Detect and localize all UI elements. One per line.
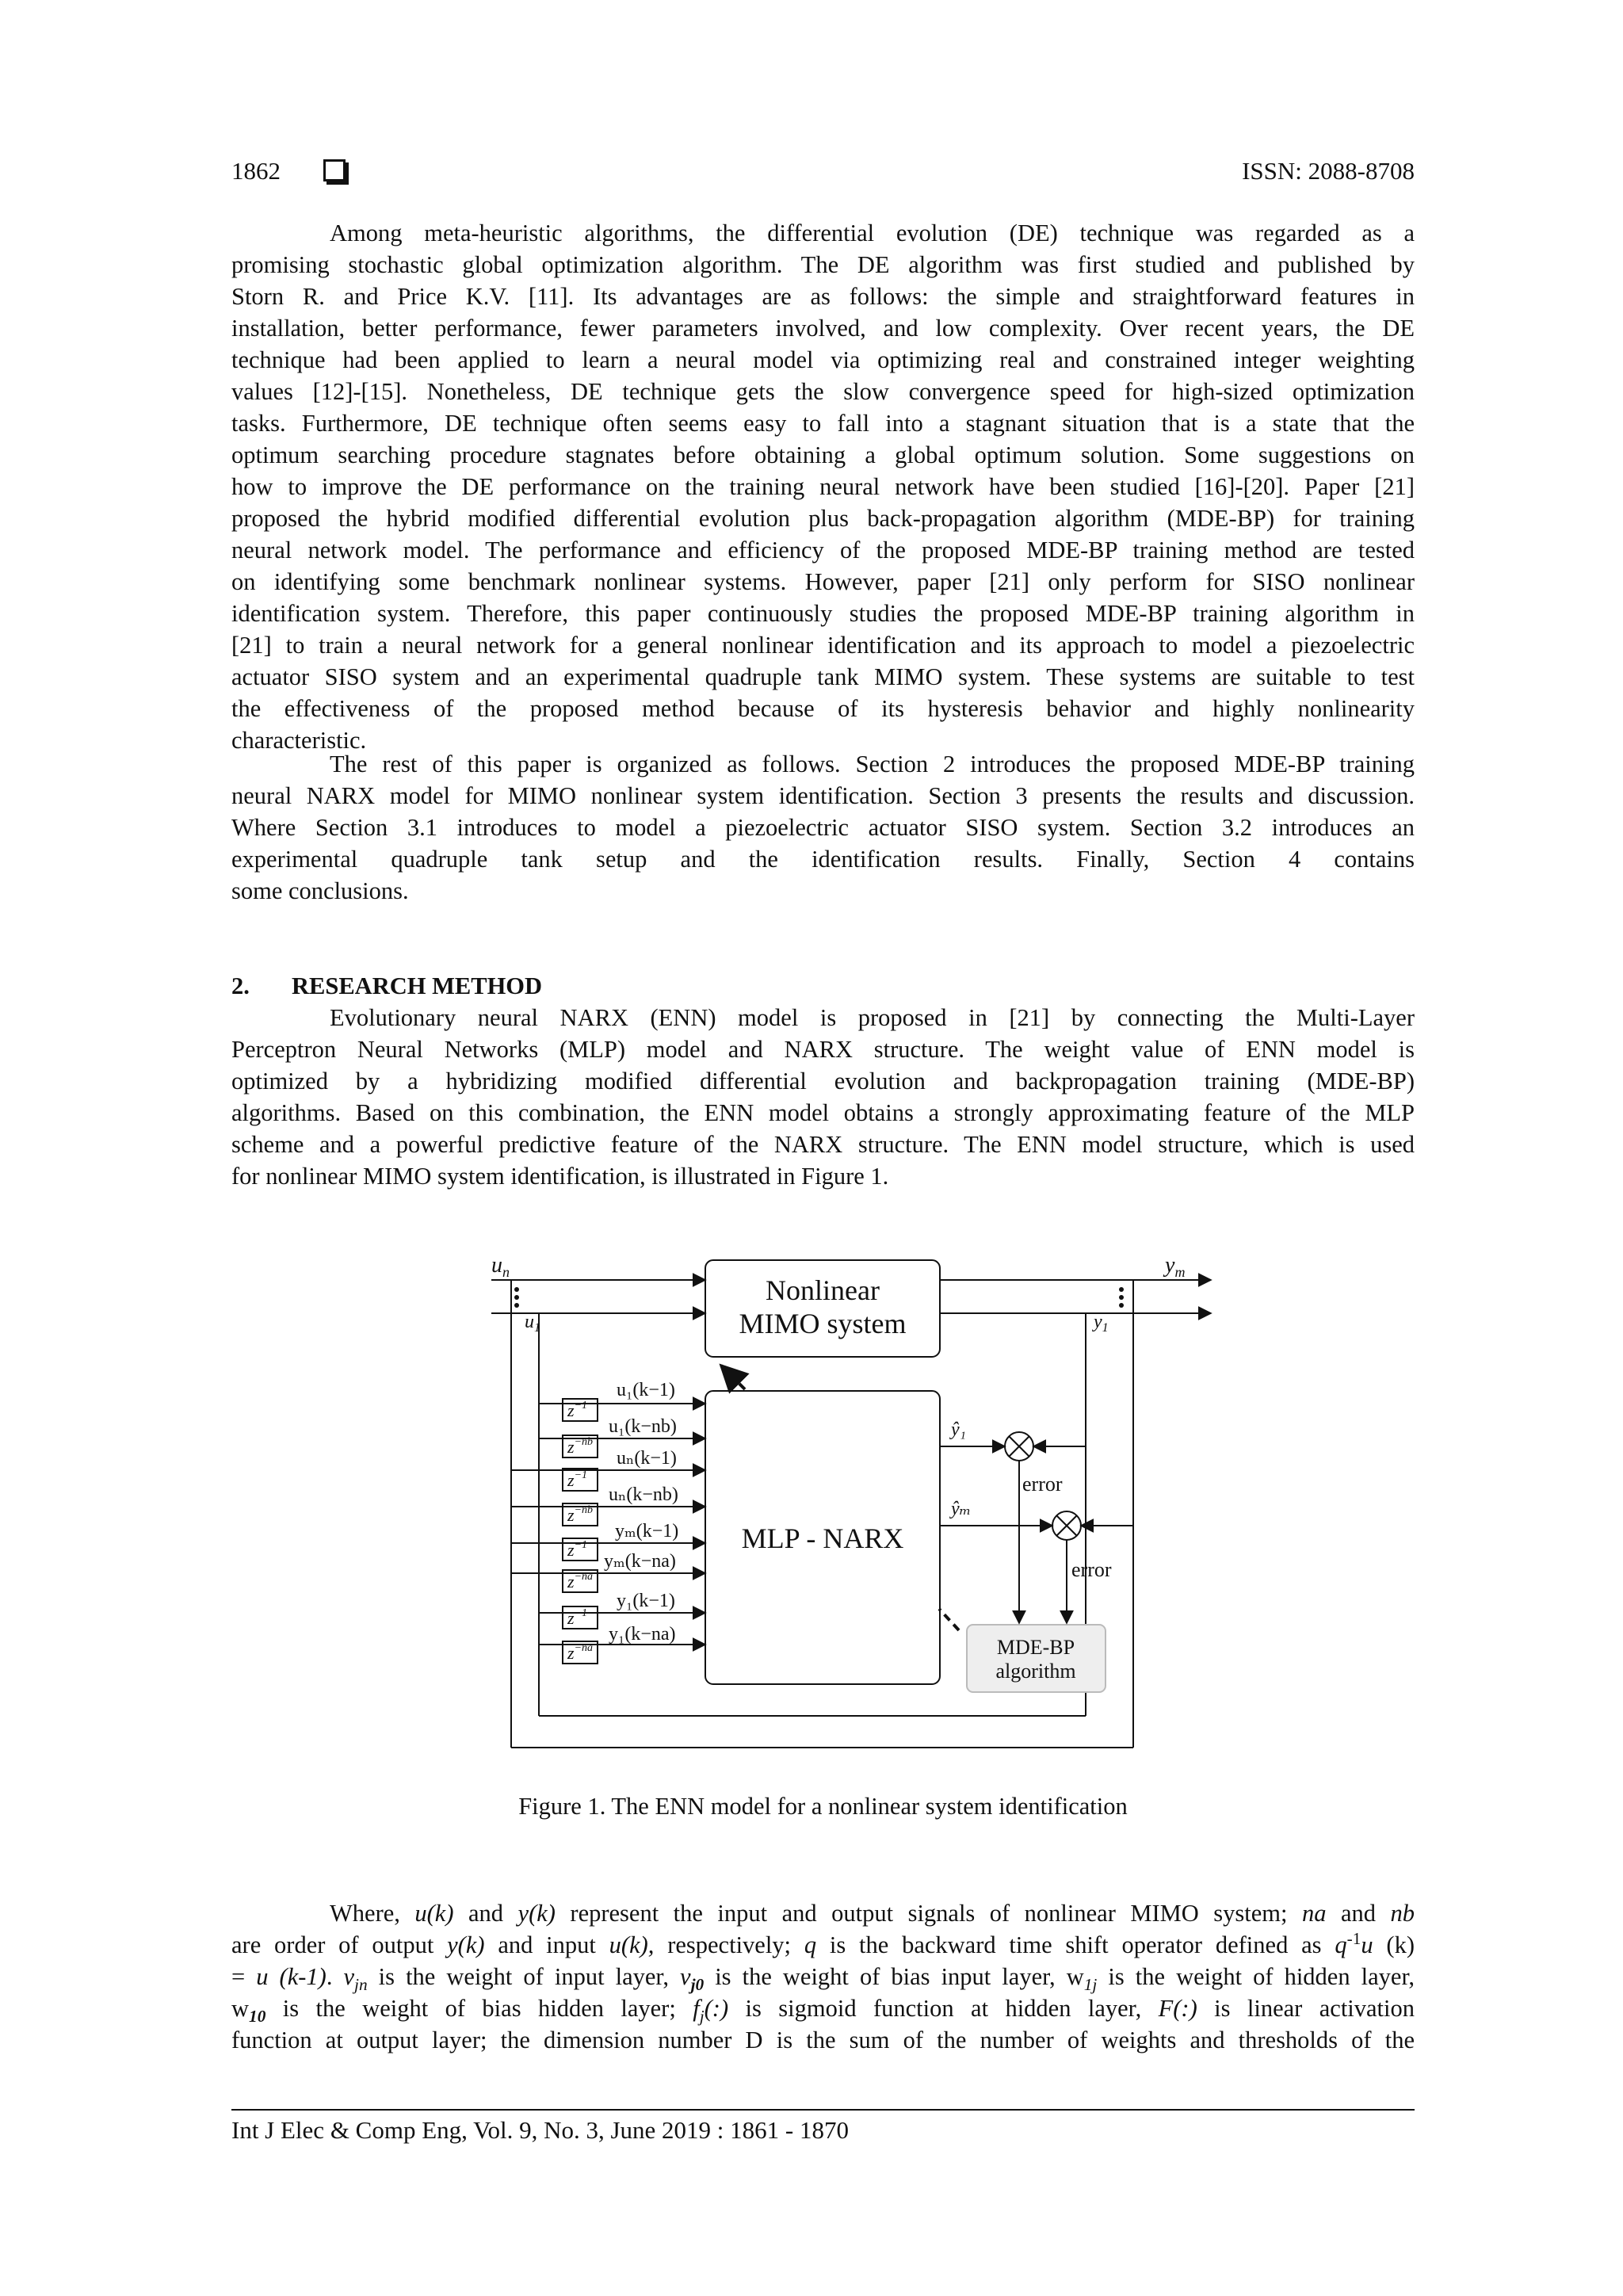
- text-line: installation, better performance, fewer parameters involved, and low complexity. Over recent years, the DE: [231, 315, 1415, 342]
- text-line: scheme and a powerful predictive feature of the NARX structure. The ENN model structure, which is used: [231, 1131, 1415, 1158]
- text-line: = u (k-1). $v_{jn}$ is the weight of input layer, $v_{j0}$ is the weight of bias input layer, $w_{1j}$ is the weight of hidden layer,: [231, 1963, 1415, 1995]
- enn-model-diagram: [475, 1248, 1236, 1763]
- text-line: on identifying some benchmark nonlinear systems. However, paper [21] only perform for SISO nonlinear: [231, 568, 1415, 595]
- text-line: promising stochastic global optimization algorithm. The DE algorithm was first studied and published by: [231, 251, 1415, 278]
- signal-label: u₁(k−nb): [609, 1416, 677, 1437]
- text-line: Where, u(k) and y(k) represent the input and output signals of nonlinear MIMO system; na and nb: [330, 1900, 1415, 1927]
- error-label: error: [1022, 1473, 1063, 1496]
- signal-label: uₙ(k−nb): [609, 1484, 678, 1505]
- text-line: Where Section 3.1 introduces to model a piezoelectric actuator SISO system. Section 3.2 introduces an: [231, 814, 1415, 841]
- text-line: neural NARX model for MIMO nonlinear system identification. Section 3 presents the results and discussion.: [231, 782, 1415, 809]
- input-un-label: $u_n$: [491, 1253, 510, 1280]
- text-line: the effectiveness of the proposed method because of its hysteresis behavior and highly nonlinearity: [231, 695, 1415, 722]
- text-line: proposed the hybrid modified differential evolution plus back-propagation algorithm (MDE-BP) for training: [231, 505, 1415, 532]
- text-line: $w_{10}$ is the weight of bias hidden layer; $f_j(:)$ is sigmoid function at hidden layer, F(:) is linear activation: [231, 1995, 1415, 2027]
- signal-label: y₁(k−1): [617, 1591, 675, 1611]
- input-u1-label: $u_1$: [525, 1312, 540, 1335]
- text-line: Among meta-heuristic algorithms, the differential evolution (DE) technique was regarded as a: [330, 220, 1415, 246]
- text-line: tasks. Furthermore, DE technique often seems easy to fall into a stagnant situation that is a state that the: [231, 410, 1415, 437]
- section-heading: [231, 970, 542, 1002]
- signal-label: yₘ(k−na): [604, 1551, 676, 1572]
- text-line: identification system. Therefore, this paper continuously studies the proposed MDE-BP training algorithm in: [231, 600, 1415, 627]
- checkbox-icon: [323, 159, 346, 181]
- system-label: Nonlinear: [766, 1274, 880, 1306]
- text-line: algorithms. Based on this combination, the ENN model obtains a strongly approximating feature of the MLP: [231, 1099, 1415, 1126]
- footer-divider: [231, 2109, 1415, 2111]
- delay-label: $z^{-1}$: [567, 1607, 588, 1628]
- text-line: some conclusions.: [231, 877, 409, 904]
- page-number: 1862: [231, 157, 281, 185]
- text-line: values [12]-[15]. Nonetheless, DE technique gets the slow convergence speed for high-sized optimization: [231, 378, 1415, 405]
- text-line: experimental quadruple tank setup and the identification results. Finally, Section 4 contains: [231, 846, 1415, 873]
- text-line: for nonlinear MIMO system identification, is illustrated in Figure 1.: [231, 1163, 889, 1190]
- yhat-1-label: ŷ₁: [951, 1419, 966, 1440]
- figure-caption: Figure 1. The ENN model for a nonlinear system identification: [518, 1793, 1128, 1820]
- text-line: neural network model. The performance and efficiency of the proposed MDE-BP training method are tested: [231, 537, 1415, 563]
- issn: ISSN: 2088-8708: [1242, 157, 1415, 185]
- signal-label: uₙ(k−1): [617, 1448, 677, 1469]
- mde-bp-label: algorithm: [995, 1660, 1076, 1683]
- yhat-m-label: ŷₘ: [951, 1499, 972, 1519]
- signal-label: u₁(k−1): [617, 1380, 675, 1400]
- mde-bp-label: MDE-BP: [996, 1636, 1075, 1659]
- paragraph-1: [231, 217, 1415, 756]
- delay-label: $z^{-1}$: [567, 1400, 588, 1420]
- signal-label: y₁(k−na): [609, 1624, 676, 1645]
- delay-label: $z^{-na}$: [567, 1642, 594, 1663]
- text-line: optimum searching procedure stagnates before obtaining a global optimum solution. Some suggestions on: [231, 441, 1415, 468]
- text-line: function at output layer; the dimension number D is the sum of the number of weights and thresholds of the: [231, 2027, 1415, 2053]
- delay-label: $z^{-1}$: [567, 1469, 588, 1490]
- output-y1-label: $y_1$: [1094, 1312, 1109, 1335]
- signal-label: yₘ(k−1): [615, 1521, 679, 1541]
- section-number: 2.: [231, 972, 250, 999]
- section-title: RESEARCH METHOD: [292, 972, 543, 999]
- footer-citation: Int J Elec & Comp Eng, Vol. 9, No. 3, June 2019 : 1861 - 1870: [231, 2116, 849, 2144]
- output-ym-label: $y_m$: [1165, 1253, 1186, 1280]
- mlp-narx-label: MLP - NARX: [741, 1522, 904, 1554]
- text-line: [21] to train a neural network for a general nonlinear identification and its approach to model a piezoelectric: [231, 632, 1415, 659]
- error-label: error: [1071, 1558, 1112, 1581]
- paragraph-4: [231, 1897, 1415, 2056]
- text-line: optimized by a hybridizing modified differential evolution and backpropagation training (MDE-BP): [231, 1068, 1415, 1095]
- text-line: Storn R. and Price K.V. [11]. Its advantages are as follows: the simple and straightforward features in: [231, 283, 1415, 310]
- delay-label: $z^{-1}$: [567, 1539, 588, 1560]
- text-line: The rest of this paper is organized as follows. Section 2 introduces the proposed MDE-BP training: [330, 751, 1415, 777]
- text-line: actuator SISO system and an experimental quadruple tank MIMO system. These systems are suitable to test: [231, 663, 1415, 690]
- text-line: Evolutionary neural NARX (ENN) model is proposed in [21] by connecting the Multi-Layer: [330, 1004, 1415, 1031]
- delay-label: $z^{-nb}$: [567, 1504, 594, 1525]
- text-line: technique had been applied to learn a neural model via optimizing real and constrained integer weighting: [231, 346, 1415, 373]
- system-label: MIMO system: [739, 1308, 907, 1339]
- paragraph-2: [231, 748, 1415, 907]
- paragraph-3: [231, 1002, 1415, 1192]
- text-line: are order of output y(k) and input u(k), respectively; q is the backward time shift operator defined as $q^{-1}u$ (k): [231, 1928, 1415, 1958]
- text-line: characteristic.: [231, 727, 367, 754]
- text-line: Perceptron Neural Networks (MLP) model and NARX structure. The weight value of ENN model is: [231, 1036, 1415, 1063]
- delay-label: $z^{-na}$: [567, 1571, 594, 1591]
- delay-label: $z^{-nb}$: [567, 1436, 594, 1457]
- text-line: how to improve the DE performance on the training neural network have been studied [16]-[20]. Paper [21]: [231, 473, 1415, 500]
